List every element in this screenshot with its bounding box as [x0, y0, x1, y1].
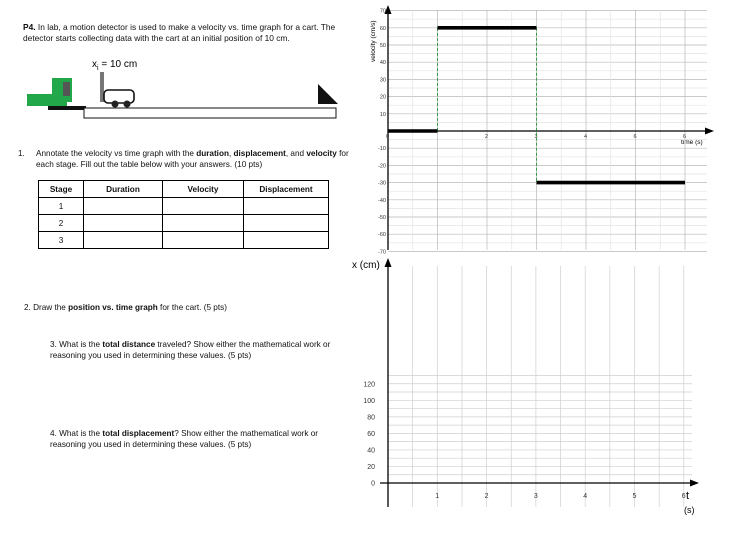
v-y-tick-label: 60 — [379, 25, 386, 32]
v-y-tick-label: 40 — [379, 60, 386, 67]
question-2: 2. Draw the position vs. time graph for the cart. (5 pts) — [24, 303, 227, 312]
answer-table — [38, 180, 329, 249]
displacement-cell[interactable] — [244, 232, 329, 249]
t-axis-label: t — [686, 490, 690, 502]
p-y-tick-label: 0 — [371, 480, 375, 488]
p-y-tick-label: 80 — [367, 414, 375, 422]
v-x-tick-label: 6 — [683, 134, 687, 140]
table-row — [39, 232, 329, 249]
header-duration: Duration — [84, 181, 163, 198]
v-y-tick-label: 50 — [379, 43, 386, 49]
p-y-tick-label: 20 — [367, 463, 375, 471]
p-y-axis-arrow — [385, 258, 392, 267]
p-x-axis-arrow — [690, 480, 699, 487]
v-y-tick-label: -40 — [378, 197, 386, 204]
v-y-tick-label: -70 — [378, 249, 386, 255]
problem-text: In lab, a motion detector is used to make a velocity vs. time graph for a cart. The detector starts collecting data with the cart at an initial position of 10 cm. — [23, 22, 336, 43]
track — [84, 108, 336, 118]
initial-position-label: $x_i = 10$ cm — [92, 59, 138, 72]
p-x-tick-label: 4 — [583, 493, 588, 500]
cart — [104, 90, 134, 103]
v-x-tick-label: 6 — [633, 134, 637, 140]
question-1-number: 1. — [18, 149, 25, 158]
v-x-tick-label: 2 — [485, 134, 489, 140]
question-4: 4. What is the total displacement? Show either the mathematical work or reasoning you used in determining these values. (5 pts) — [50, 429, 319, 449]
v-y-tick-label: -10 — [378, 146, 386, 153]
position-time-chart[interactable] — [340, 252, 735, 539]
velocity-cell[interactable] — [163, 232, 244, 249]
table-header-row — [39, 181, 329, 198]
problem-label: P4. — [23, 22, 36, 32]
p-x-tick-label: 1 — [435, 493, 440, 500]
table-row — [39, 215, 329, 232]
v-x-tick-label: 4 — [584, 134, 588, 140]
v-x-tick-label: 3 — [534, 134, 538, 140]
duration-cell[interactable] — [84, 215, 163, 232]
stage-cell: 3 — [39, 232, 84, 249]
question-1-text: Annotate the velocity vs time graph with the duration, displacement, and velocity for each stage. Fill out the table below with your answers. (10 pts) — [36, 149, 349, 169]
stage-cell: 2 — [39, 215, 84, 232]
v-x-axis-arrow — [705, 128, 714, 135]
p-y-tick-label: 100 — [363, 397, 375, 405]
p-x-tick-label: 2 — [484, 493, 489, 500]
stage-cell: 1 — [39, 198, 84, 215]
velocity-cell[interactable] — [163, 198, 244, 215]
p-y-tick-label: 120 — [363, 381, 375, 389]
v-y-tick-label: -60 — [378, 232, 386, 239]
p-x-tick-label: 6 — [681, 493, 686, 500]
velocity-axis-label: velocity (cm/s) — [370, 20, 377, 62]
v-y-tick-label: -20 — [378, 163, 386, 170]
v-y-tick-label: -30 — [378, 180, 386, 187]
header-velocity: Velocity — [163, 181, 244, 198]
v-y-tick-label: 70 — [379, 8, 386, 15]
p-x-tick-label: 5 — [632, 493, 637, 500]
p-y-tick-label: 40 — [367, 447, 375, 455]
header-displacement: Displacement — [244, 181, 329, 198]
duration-cell[interactable] — [84, 232, 163, 249]
p-x-tick-label: 3 — [533, 493, 538, 500]
question-3: 3. What is the total distance traveled? Show either the mathematical work or reasoning you used in determining these values. (5 pts) — [50, 340, 331, 360]
displacement-cell[interactable] — [244, 198, 329, 215]
time-axis-label: time (s) — [681, 139, 703, 146]
v-y-tick-label: 30 — [379, 77, 386, 84]
displacement-cell[interactable] — [244, 215, 329, 232]
problem-statement — [23, 22, 343, 44]
p-y-tick-label: 60 — [367, 430, 375, 438]
position-axis-label: x (cm) — [352, 260, 380, 271]
duration-cell[interactable] — [84, 198, 163, 215]
v-y-tick-label: 20 — [379, 94, 386, 101]
v-x-tick-label: 0 — [386, 134, 390, 140]
velocity-time-chart — [340, 0, 735, 255]
end-stop — [318, 84, 338, 104]
cart-diagram — [22, 52, 342, 122]
velocity-cell[interactable] — [163, 215, 244, 232]
v-y-tick-label: -50 — [378, 215, 386, 221]
v-y-tick-label: 10 — [379, 111, 386, 118]
t-axis-unit: (s) — [684, 505, 695, 515]
table-row — [39, 198, 329, 215]
header-stage: Stage — [39, 181, 84, 198]
